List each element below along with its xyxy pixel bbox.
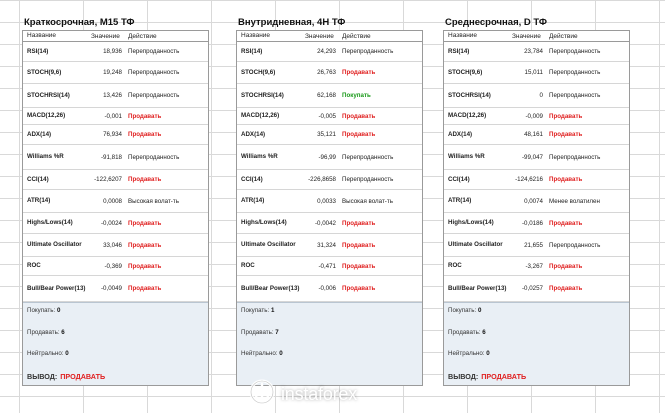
indicator-name: MACD(12,26) — [241, 112, 280, 119]
table-row — [23, 42, 208, 62]
header-value: Значение — [512, 32, 541, 40]
panel-title: Краткосрочная, M15 ТФ — [24, 17, 135, 28]
indicator-value: 19,248 — [103, 69, 122, 76]
indicator-name: RSI(14) — [241, 47, 263, 55]
indicator-value: 35,121 — [317, 131, 336, 138]
indicator-action: Продавать — [128, 112, 162, 120]
indicator-value: 76,934 — [103, 131, 122, 138]
table-row — [237, 108, 422, 125]
instaforex-logo-icon — [249, 379, 275, 410]
summary-neutral: Нейтрально: 0 — [27, 350, 69, 357]
indicator-action: Перепроданность — [128, 48, 180, 55]
table-row — [23, 145, 208, 170]
indicator-value: -124,6216 — [515, 176, 543, 183]
indicator-value: 15,011 — [524, 69, 543, 76]
indicator-action: Продавать — [342, 69, 376, 76]
header-name: Название — [448, 32, 478, 39]
indicator-name: Highs/Lows(14) — [448, 219, 494, 226]
table-row — [237, 84, 422, 108]
table-row — [237, 125, 422, 145]
instaforex-watermark — [249, 380, 399, 408]
indicator-name: STOCHRSI(14) — [241, 91, 284, 99]
summary-sell: Продавать: 7 — [241, 329, 279, 336]
indicator-name: ATR(14) — [448, 197, 472, 204]
indicator-value: -0,0186 — [522, 219, 543, 227]
indicator-action: Менее волатилен — [549, 197, 600, 205]
indicator-name: STOCH(9,6) — [241, 68, 276, 76]
indicator-action: Продавать — [342, 241, 376, 249]
indicator-name: Ultimate Oscillator — [27, 241, 82, 248]
indicator-name: ROC — [448, 262, 462, 269]
table-header — [444, 31, 629, 42]
table-row — [23, 213, 208, 234]
indicator-value: -0,009 — [525, 112, 543, 120]
indicator-name: MACD(12,26) — [448, 112, 487, 119]
header-name: Название — [241, 32, 271, 39]
indicator-action: Перепроданность — [549, 48, 601, 55]
indicator-value: -0,0257 — [522, 285, 543, 292]
indicator-action: Перепроданность — [342, 48, 394, 55]
indicator-name: Williams %R — [448, 153, 485, 160]
summary-sell: Продавать: 6 — [448, 329, 486, 336]
indicator-value: -0,471 — [318, 262, 336, 270]
header-value: Значение — [91, 32, 120, 40]
indicator-name: Williams %R — [27, 153, 64, 160]
table-row — [23, 125, 208, 145]
indicator-value: 48,161 — [524, 131, 543, 138]
table-row — [444, 108, 629, 125]
indicator-name: STOCHRSI(14) — [27, 91, 70, 99]
indicator-value: 24,293 — [317, 48, 336, 55]
table-row — [23, 190, 208, 213]
table-row — [444, 62, 629, 84]
indicator-name: Bull/Bear Power(13) — [241, 284, 300, 292]
indicator-action: Продавать — [128, 131, 162, 138]
indicator-action: Продавать — [128, 285, 162, 292]
indicator-action: Продавать — [549, 219, 583, 227]
table-rows — [444, 42, 629, 302]
indicator-value: -91,818 — [101, 153, 122, 161]
summary-neutral: Нейтрально: 0 — [241, 350, 283, 357]
indicator-action: Перепроданность — [549, 69, 601, 76]
table-row — [444, 257, 629, 276]
indicator-name: Highs/Lows(14) — [27, 219, 73, 226]
table-rows — [23, 42, 208, 302]
table-header — [237, 31, 422, 42]
header-action: Действие — [342, 32, 371, 40]
indicator-name: CCI(14) — [241, 175, 263, 183]
indicator-value: -0,005 — [318, 112, 336, 120]
indicator-action: Продавать — [128, 262, 162, 270]
indicator-value: 26,763 — [317, 69, 336, 76]
summary-verdict: ВЫВОД: ПРОДАВАТЬ — [27, 372, 106, 381]
indicator-name: ROC — [27, 262, 41, 269]
indicator-value: -99,047 — [522, 153, 543, 161]
header-action: Действие — [128, 32, 157, 40]
table-row — [444, 170, 629, 190]
indicator-action: Перепроданность — [549, 153, 601, 161]
indicator-value: -0,001 — [104, 112, 122, 120]
indicator-value: 23,784 — [524, 48, 543, 55]
header-name: Название — [27, 32, 57, 39]
summary-sell: Продавать: 6 — [27, 329, 65, 336]
indicator-value: -0,006 — [318, 285, 336, 292]
indicator-name: Ultimate Oscillator — [448, 241, 503, 248]
indicator-action: Продавать — [128, 241, 162, 249]
panel-intraday — [236, 0, 423, 413]
indicator-name: Williams %R — [241, 153, 278, 160]
indicator-name: MACD(12,26) — [27, 112, 66, 119]
indicator-name: RSI(14) — [448, 47, 470, 55]
header-action: Действие — [549, 32, 578, 40]
indicator-name: RSI(14) — [27, 47, 49, 55]
table-row — [23, 62, 208, 84]
indicator-name: Ultimate Oscillator — [241, 241, 296, 248]
indicator-table — [236, 30, 423, 386]
table-row — [237, 276, 422, 302]
indicator-value: 21,655 — [524, 241, 543, 249]
table-row — [23, 108, 208, 125]
indicator-name: ROC — [241, 262, 255, 269]
indicator-action: Продавать — [342, 131, 376, 138]
table-row — [237, 145, 422, 170]
indicator-value: -0,0042 — [315, 219, 336, 227]
table-row — [444, 276, 629, 302]
indicator-table — [22, 30, 209, 386]
table-row — [23, 170, 208, 190]
indicator-value: -3,267 — [525, 262, 543, 270]
indicator-action: Продавать — [128, 219, 162, 227]
panel-medium-term — [443, 0, 630, 413]
indicator-action: Перепроданность — [128, 69, 180, 76]
indicator-name: ADX(14) — [241, 130, 266, 138]
indicator-action: Продавать — [549, 176, 583, 183]
indicator-value: 13,426 — [103, 92, 122, 99]
indicator-action: Перепроданность — [342, 176, 394, 183]
summary-buy: Покупать: 0 — [27, 307, 61, 314]
indicator-action: Продавать — [342, 285, 376, 292]
indicator-value: -226,8658 — [308, 176, 336, 183]
table-row — [444, 234, 629, 257]
indicator-value: -0,369 — [104, 262, 122, 270]
indicator-name: STOCHRSI(14) — [448, 91, 491, 99]
table-row — [237, 62, 422, 84]
indicator-name: ADX(14) — [27, 130, 52, 138]
indicator-action: Продавать — [128, 176, 162, 183]
indicator-action: Перепроданность — [549, 92, 601, 99]
indicator-action: Высокая волат-ть — [342, 197, 393, 205]
summary-block — [23, 302, 208, 385]
indicator-value: 62,168 — [317, 92, 336, 99]
panel-title: Внутридневная, 4H ТФ — [238, 17, 346, 28]
indicator-value: -0,0049 — [101, 285, 122, 292]
summary-block — [237, 302, 422, 385]
indicator-name: ATR(14) — [27, 197, 51, 204]
indicator-value: -0,0024 — [101, 219, 122, 227]
indicator-name: ADX(14) — [448, 130, 473, 138]
table-row — [237, 213, 422, 234]
indicator-value: 0,0033 — [317, 197, 336, 205]
indicator-action: Перепроданность — [128, 153, 180, 161]
table-row — [237, 170, 422, 190]
indicator-action: Перепроданность — [128, 92, 180, 99]
table-row — [237, 42, 422, 62]
summary-verdict: ВЫВОД: ПРОДАВАТЬ — [448, 372, 527, 381]
table-row — [23, 84, 208, 108]
indicator-value: 33,046 — [103, 241, 122, 249]
table-row — [23, 234, 208, 257]
table-row — [237, 257, 422, 276]
watermark-text: instaforex — [281, 383, 358, 404]
table-header — [23, 31, 208, 42]
indicator-action: Продавать — [342, 262, 376, 270]
indicator-value: -96,99 — [318, 153, 336, 161]
indicator-action: Покупать — [342, 92, 371, 99]
indicator-action: Перепроданность — [342, 153, 394, 161]
indicator-value: 31,324 — [317, 241, 336, 249]
summary-buy: Покупать: 1 — [241, 307, 275, 314]
header-value: Значение — [305, 32, 334, 40]
indicator-action: Продавать — [549, 262, 583, 270]
indicator-name: ATR(14) — [241, 197, 265, 204]
indicator-action: Продавать — [549, 131, 583, 138]
indicator-action: Продавать — [342, 219, 376, 227]
indicator-table — [443, 30, 630, 386]
indicator-name: Bull/Bear Power(13) — [27, 284, 86, 292]
table-row — [23, 257, 208, 276]
indicator-value: 18,936 — [103, 48, 122, 55]
indicator-value: -122,6207 — [94, 176, 122, 183]
indicator-action: Высокая волат-ть — [128, 197, 179, 205]
indicator-action: Перепроданность — [549, 241, 601, 249]
indicator-action: Продавать — [549, 285, 583, 292]
indicator-name: CCI(14) — [448, 175, 470, 183]
summary-neutral: Нейтрально: 0 — [448, 350, 490, 357]
indicator-action: Продавать — [342, 112, 376, 120]
table-row — [444, 125, 629, 145]
indicator-value: 0,0074 — [524, 197, 543, 205]
table-row — [444, 145, 629, 170]
indicator-name: STOCH(9,6) — [27, 68, 62, 76]
indicator-name: CCI(14) — [27, 175, 49, 183]
indicator-value: 0,0008 — [103, 197, 122, 205]
indicator-action: Продавать — [549, 112, 583, 120]
summary-block — [444, 302, 629, 385]
indicator-value: 0 — [539, 92, 543, 99]
summary-buy: Покупать: 0 — [448, 307, 482, 314]
table-rows — [237, 42, 422, 302]
indicator-name: Highs/Lows(14) — [241, 219, 287, 226]
panel-short-term — [22, 0, 209, 413]
panel-title: Среднесрочная, D ТФ — [445, 17, 547, 28]
table-row — [444, 84, 629, 108]
indicator-name: Bull/Bear Power(13) — [448, 284, 507, 292]
table-row — [237, 234, 422, 257]
table-row — [444, 42, 629, 62]
table-row — [444, 190, 629, 213]
table-row — [23, 276, 208, 302]
table-row — [237, 190, 422, 213]
table-row — [444, 213, 629, 234]
indicator-name: STOCH(9,6) — [448, 68, 483, 76]
